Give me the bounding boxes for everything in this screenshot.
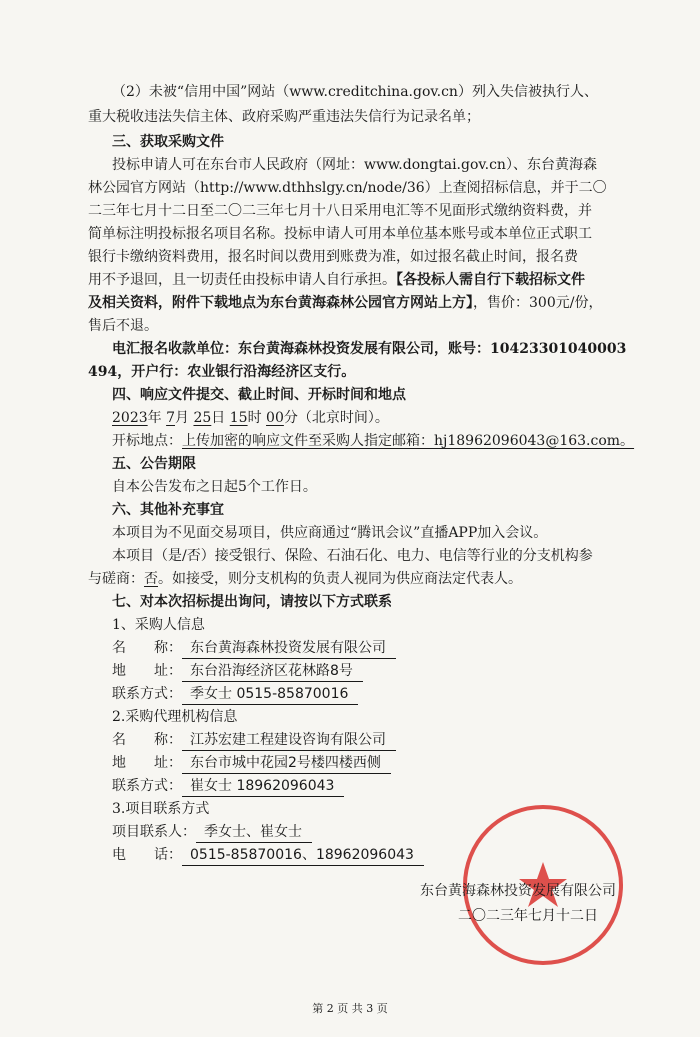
- section-3-para-e: 银行卡缴纳资料费用，报名时间以费用到账费为准，如过报名截止时间，报名费: [88, 249, 578, 265]
- branch-accept-value: 否: [144, 571, 158, 587]
- section-6-para-a: 本项目为不见面交易项目，供应商通过“腾讯会议”直播APP加入会议。: [112, 525, 548, 541]
- download-notice-a: 【各投标人需自行下载招标文件: [396, 272, 585, 288]
- agency-address-line: [112, 753, 391, 774]
- purchaser-contact-label: 联系方式：: [112, 686, 182, 702]
- purchaser-address: 东台沿海经济区花林路8号: [182, 661, 363, 682]
- purchaser-contact-line: [112, 684, 358, 705]
- deadline-month: 7: [166, 410, 176, 426]
- deadline-day: 25: [193, 410, 212, 426]
- agency-address-label: 地 址：: [112, 755, 182, 771]
- agency-name: 江苏宏建工程建设咨询有限公司: [182, 730, 396, 751]
- section-5-text: 自本公告发布之日起5个工作日。: [112, 479, 317, 495]
- month-unit: 月: [175, 410, 190, 426]
- deadline-hour: 15: [229, 410, 248, 426]
- condition-2-line1: （2）未被“信用中国”网站（www.creditchina.gov.cn）列入失信被执行人、: [112, 84, 598, 100]
- section-3-para-a: 投标申请人可在东台市人民政府（网址：www.dongtai.gov.cn）、东台黄海森: [112, 157, 597, 173]
- purchaser-name-label: 名 称：: [112, 640, 182, 656]
- purchaser-name: 东台黄海森林投资发展有限公司: [182, 638, 396, 659]
- opening-location-line: [112, 431, 634, 451]
- section-5-heading: 五、公告期限: [112, 456, 196, 472]
- deadline-year: 2023: [112, 410, 148, 426]
- section-3-para-f: [88, 270, 585, 290]
- agency-contact-line: [112, 776, 344, 797]
- negotiation-label: 与磋商：: [88, 571, 144, 587]
- section-3-para-b: 林公园官方网站（http://www.dthhslgy.cn/node/36）上查阅招标信息，并于二〇: [88, 180, 607, 196]
- page-footer: 第 2 页 共 3 页: [312, 1002, 388, 1015]
- hour-unit: 时: [247, 410, 262, 426]
- signature-company: 东台黄海森林投资发展有限公司: [420, 883, 616, 899]
- opening-location-label: 开标地点：: [112, 433, 182, 449]
- purchaser-contact: 季女士 0515-85870016: [182, 684, 358, 705]
- minute-unit: 分（北京时间）。: [283, 410, 389, 426]
- payment-info-line2: 494，开户行：农业银行沿海经济区支行。: [88, 364, 356, 380]
- project-contact-heading: 3.项目联系方式: [112, 801, 210, 817]
- section-3-para-h: 售后不退。: [88, 318, 158, 334]
- section-6-para-b: 本项目（是/否）接受银行、保险、石油石化、电力、电信等行业的分支机构参: [112, 548, 593, 564]
- section-6-para-c: [88, 569, 522, 589]
- opening-location-value: 上传加密的响应文件至采购人指定邮箱：hj18962096043@163.com。: [182, 433, 635, 449]
- project-person-line: [112, 822, 312, 843]
- purchaser-name-line: [112, 638, 396, 659]
- section-3-para-f-text: 用不予退回，且一切责任由投标申请人自行承担。: [88, 272, 396, 288]
- section-4-heading: 四、响应文件提交、截止时间、开标时间和地点: [112, 387, 406, 403]
- section-6-heading: 六、其他补充事宜: [112, 502, 224, 518]
- section-3-heading: 三、获取采购文件: [112, 134, 224, 150]
- project-phone: 0515-85870016、18962096043: [182, 845, 424, 866]
- condition-2-line2: 重大税收违法失信主体、政府采购严重违法失信行为记录名单；: [88, 109, 480, 125]
- project-person: 季女士、崔女士: [196, 822, 312, 843]
- deadline-minute: 00: [266, 410, 284, 426]
- agency-info-heading: 2.采购代理机构信息: [112, 709, 238, 725]
- deadline-line: [112, 408, 389, 428]
- download-notice-b: 及相关资料，附件下载地点为东台黄海森林公园官方网站上方】: [88, 295, 473, 311]
- day-unit: 日: [211, 410, 226, 426]
- purchaser-address-label: 地 址：: [112, 663, 182, 679]
- purchaser-info-heading: 1、采购人信息: [112, 617, 205, 633]
- negotiation-note: 。如接受，则分支机构的负责人视同为供应商法定代表人。: [158, 571, 522, 587]
- agency-name-label: 名 称：: [112, 732, 182, 748]
- payment-info-line1: 电汇报名收款单位：东台黄海森林投资发展有限公司，账号：10423301040003: [112, 341, 627, 357]
- purchaser-address-line: [112, 661, 363, 682]
- signature-date: 二〇二三年七月十二日: [458, 908, 598, 924]
- project-phone-line: [112, 845, 424, 866]
- agency-name-line: [112, 730, 396, 751]
- agency-address: 东台市城中花园2号楼四楼西侧: [182, 753, 391, 774]
- agency-contact-label: 联系方式：: [112, 778, 182, 794]
- section-3-para-d: 简单标注明投标报名项目名称。投标申请人可用本单位基本账号或本单位正式职工: [88, 226, 592, 242]
- year-unit: 年: [147, 410, 162, 426]
- section-7-heading: 七、对本次招标提出询问，请按以下方式联系: [112, 594, 392, 610]
- section-3-para-c: 二三年七月十二日至二〇二三年七月十八日采用电汇等不见面形式缴纳资料费，并: [88, 203, 592, 219]
- project-phone-label: 电 话：: [112, 847, 182, 863]
- price-text: ，售价：300元/份，: [473, 295, 603, 311]
- project-person-label: 项目联系人：: [112, 824, 196, 840]
- section-3-para-g: [88, 293, 602, 313]
- agency-contact: 崔女士 18962096043: [182, 776, 344, 797]
